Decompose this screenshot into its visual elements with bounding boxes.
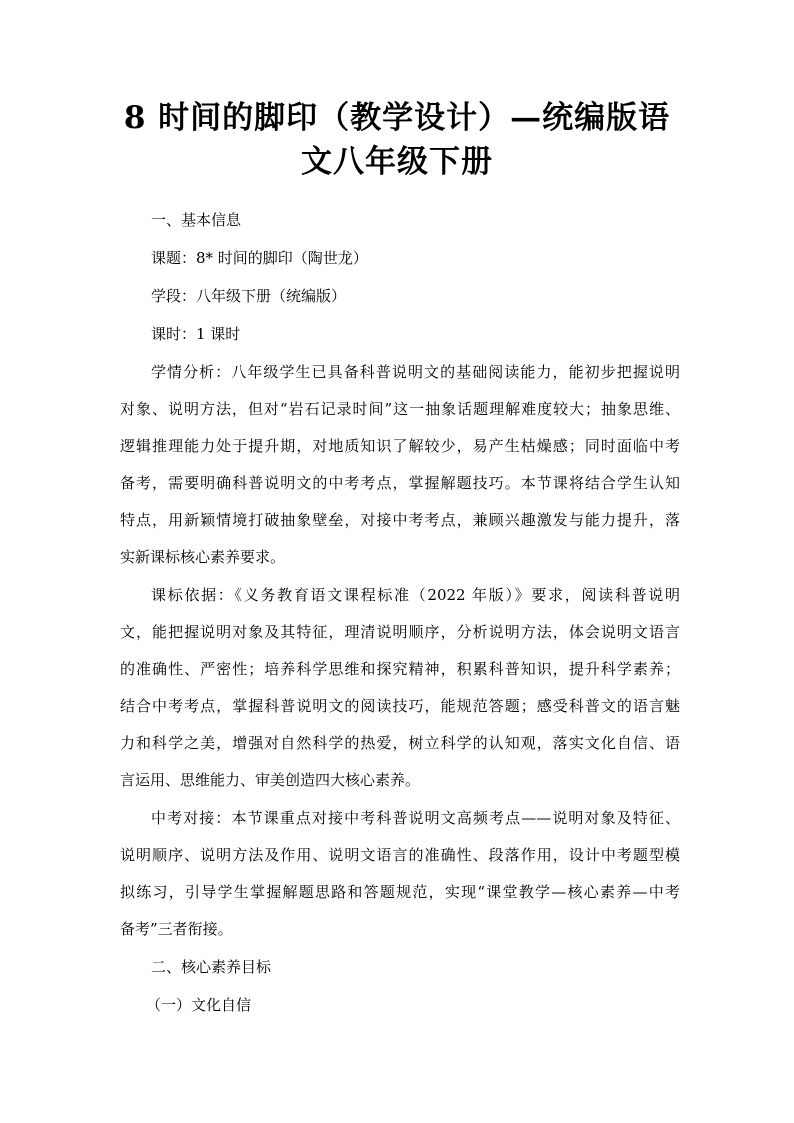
paragraph-line: 逻辑推理能力处于提升期，对地质知识了解较少，易产生枯燥感；同时面临中考 bbox=[120, 437, 680, 455]
subsection-heading-cultural-confidence: （一）文化自信 bbox=[146, 996, 252, 1014]
paragraph-line: 拟练习，引导学生掌握解题思路和答题规范，实现“课堂教学—核心素养—中考 bbox=[120, 883, 680, 901]
section-heading-core-goals: 二、核心素养目标 bbox=[151, 958, 272, 976]
paragraph-line: 对象、说明方法，但对“岩石记录时间”这一抽象话题理解难度较大；抽象思维、 bbox=[120, 400, 680, 418]
paragraph-line: 特点，用新颖情境打破抽象壁垒，对接中考考点，兼顾兴趣激发与能力提升，落 bbox=[120, 511, 680, 529]
paragraph-line: 实新课标核心素养要求。 bbox=[120, 548, 286, 566]
paragraph-line: 备考，需要明确科普说明文的中考考点，掌握解题技巧。本节课将结合学生认知 bbox=[120, 474, 680, 492]
paragraph-line: 文，能把握说明对象及其特征，理清说明顺序，分析说明方法，体会说明文语言 bbox=[120, 623, 680, 641]
class-hours: 课时：1 课时 bbox=[151, 325, 241, 343]
paragraph-line: 力和科学之美，增强对自然科学的热爱，树立科学的认知观，落实文化自信、语 bbox=[120, 734, 680, 752]
document-title-line-2: 文八年级下册 bbox=[301, 144, 493, 180]
paragraph-line: 课标依据：《义务教育语文课程标准（2022 年版）》要求，阅读科普说明 bbox=[151, 586, 680, 604]
grade-level: 学段：八年级下册（统编版） bbox=[151, 287, 347, 305]
paragraph-line: 说明顺序、说明方法及作用、说明文语言的准确性、段落作用，设计中考题型模 bbox=[120, 846, 680, 864]
document-title-line-1: 8 时间的脚印（教学设计）—统编版语 bbox=[123, 100, 671, 136]
paragraph-line: 备考”三者衔接。 bbox=[120, 920, 233, 938]
paragraph-line: 结合中考考点，掌握科普说明文的阅读技巧，能规范答题；感受科普文的语言魅 bbox=[120, 697, 680, 715]
lesson-topic: 课题：8* 时间的脚印（陶世龙） bbox=[151, 249, 368, 267]
paragraph-line: 的准确性、严密性；培养科学思维和探究精神，积累科普知识，提升科学素养； bbox=[120, 660, 680, 678]
paragraph-line: 言运用、思维能力、审美创造四大核心素养。 bbox=[120, 771, 421, 789]
section-heading-basic-info: 一、基本信息 bbox=[151, 211, 242, 229]
paragraph-line: 学情分析：八年级学生已具备科普说明文的基础阅读能力，能初步把握说明 bbox=[151, 363, 680, 381]
paragraph-line: 中考对接：本节课重点对接中考科普说明文高频考点——说明对象及特征、 bbox=[151, 809, 680, 827]
